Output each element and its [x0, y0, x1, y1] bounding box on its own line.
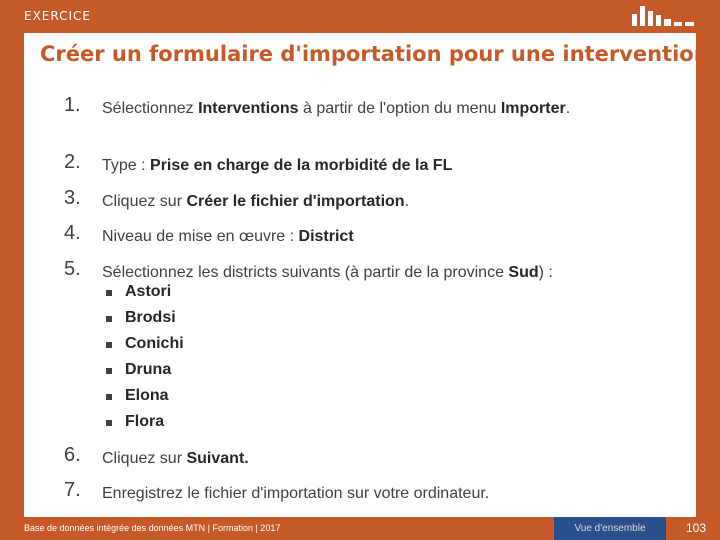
footer-text: Base de données intégrée des données MTN | Formation | 2017 [24, 523, 281, 533]
district-label: Druna [125, 361, 172, 378]
district-label: Astori [125, 283, 172, 300]
footer [0, 517, 720, 540]
district-label: Flora [125, 413, 165, 430]
step-text: Cliquez sur Créer le fichier d'importation. [102, 193, 410, 210]
step-text: Niveau de mise en œuvre : District [102, 228, 354, 245]
bullet-icon [106, 420, 112, 426]
step-text: Sélectionnez Interventions à partir de l'option du menu Importer. [102, 100, 571, 117]
bullet-icon [106, 342, 112, 348]
content-card [24, 33, 709, 517]
step-number: 1. [64, 94, 81, 116]
step-number: 4. [64, 222, 81, 244]
step-number: 3. [64, 187, 81, 209]
district-label: Elona [125, 387, 169, 404]
step-text: Sélectionnez les districts suivants (à partir de la province Sud) : [102, 264, 553, 281]
section-label: EXERCICE [24, 9, 92, 23]
step-text: Enregistrez le fichier d'importation sur votre ordinateur. [102, 485, 490, 502]
step-number: 6. [64, 444, 81, 466]
bullet-icon [106, 290, 112, 296]
bullet-icon [106, 368, 112, 374]
step-text: Type : Prise en charge de la morbidité de la FL [102, 157, 453, 174]
bullet-icon [106, 316, 112, 322]
page-number: 103 [685, 521, 706, 535]
district-label: Brodsi [125, 309, 176, 326]
overview-link[interactable]: Vue d'ensemble [554, 517, 666, 540]
step-number: 7. [64, 479, 81, 501]
step-text: Cliquez sur Suivant. [102, 450, 249, 467]
district-label: Conichi [125, 335, 184, 352]
step-number: 2. [64, 151, 81, 173]
logo-icon [632, 6, 696, 26]
steps-list [24, 33, 696, 517]
page-title: Créer un formulaire d'importation pour une intervention [40, 42, 709, 66]
bullet-icon [106, 394, 112, 400]
top-bar [0, 0, 720, 33]
step-number: 5. [64, 258, 81, 280]
